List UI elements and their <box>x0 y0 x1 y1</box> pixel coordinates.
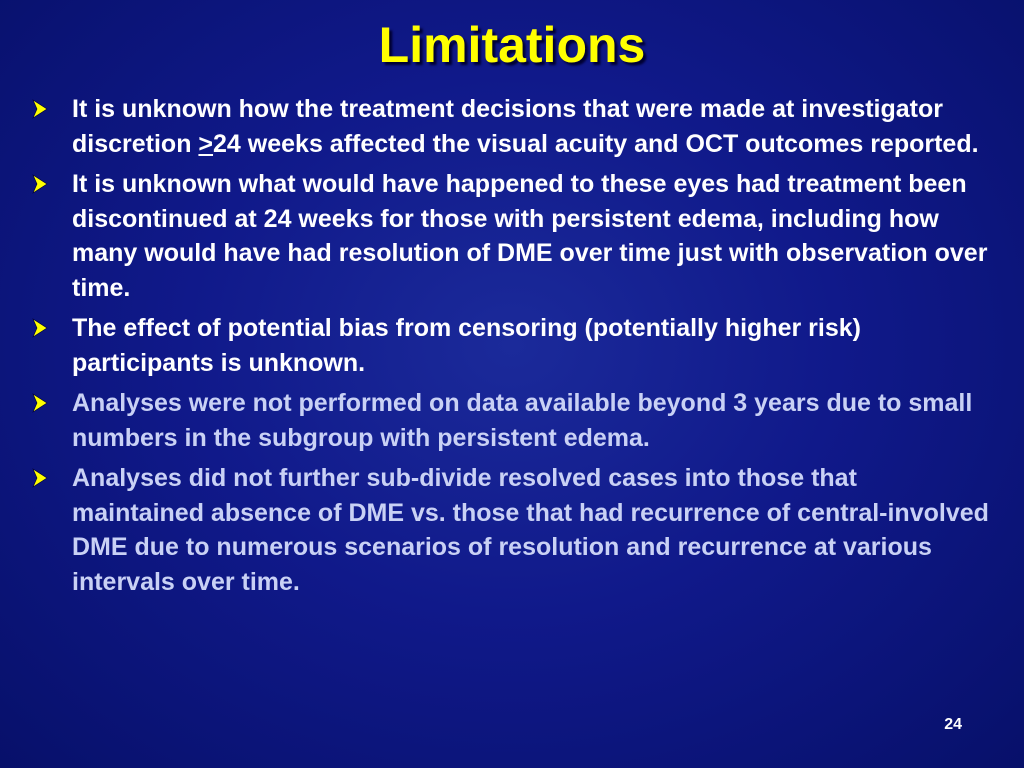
bullet-item-4 <box>30 386 990 455</box>
bullet-text: Analyses did not further sub-divide resolved cases into those that maintained absence of DME vs. those that had recurrence of central-involved DME due to numerous scenarios of resolution and recurrence at various intervals over time. <box>72 464 989 596</box>
bullet-text-part: 24 weeks affected the visual acuity and OCT outcomes reported. <box>213 129 979 158</box>
arrow-bullet-icon <box>30 99 50 119</box>
bullet-text: Analyses were not performed on data available beyond 3 years due to small numbers in the subgroup with persistent edema. <box>72 389 973 452</box>
bullet-item-2 <box>30 167 990 305</box>
arrow-bullet-icon <box>30 468 50 488</box>
bullet-text: It is unknown what would have happened to these eyes had treatment been discontinued at 24 weeks for those with persistent edema, including how many would have had resolution of DME over time just with observation over time. <box>72 170 988 302</box>
bullet-item-3 <box>30 311 990 380</box>
arrow-bullet-icon <box>30 174 50 194</box>
bullet-text-part: It is unknown how the treatment decisions that were made at investigator discretion <box>72 95 943 158</box>
arrow-bullet-icon <box>30 318 50 338</box>
page-number: 24 <box>944 716 962 733</box>
bullet-item-1 <box>30 92 990 161</box>
slide-title: Limitations <box>378 17 646 73</box>
bullet-text: The effect of potential bias from censoring (potentially higher risk) participants is unknown. <box>72 314 861 377</box>
greater-equal-symbol: > <box>198 129 214 158</box>
bullet-list <box>30 92 990 605</box>
arrow-bullet-icon <box>30 393 50 413</box>
bullet-item-5 <box>30 461 990 599</box>
